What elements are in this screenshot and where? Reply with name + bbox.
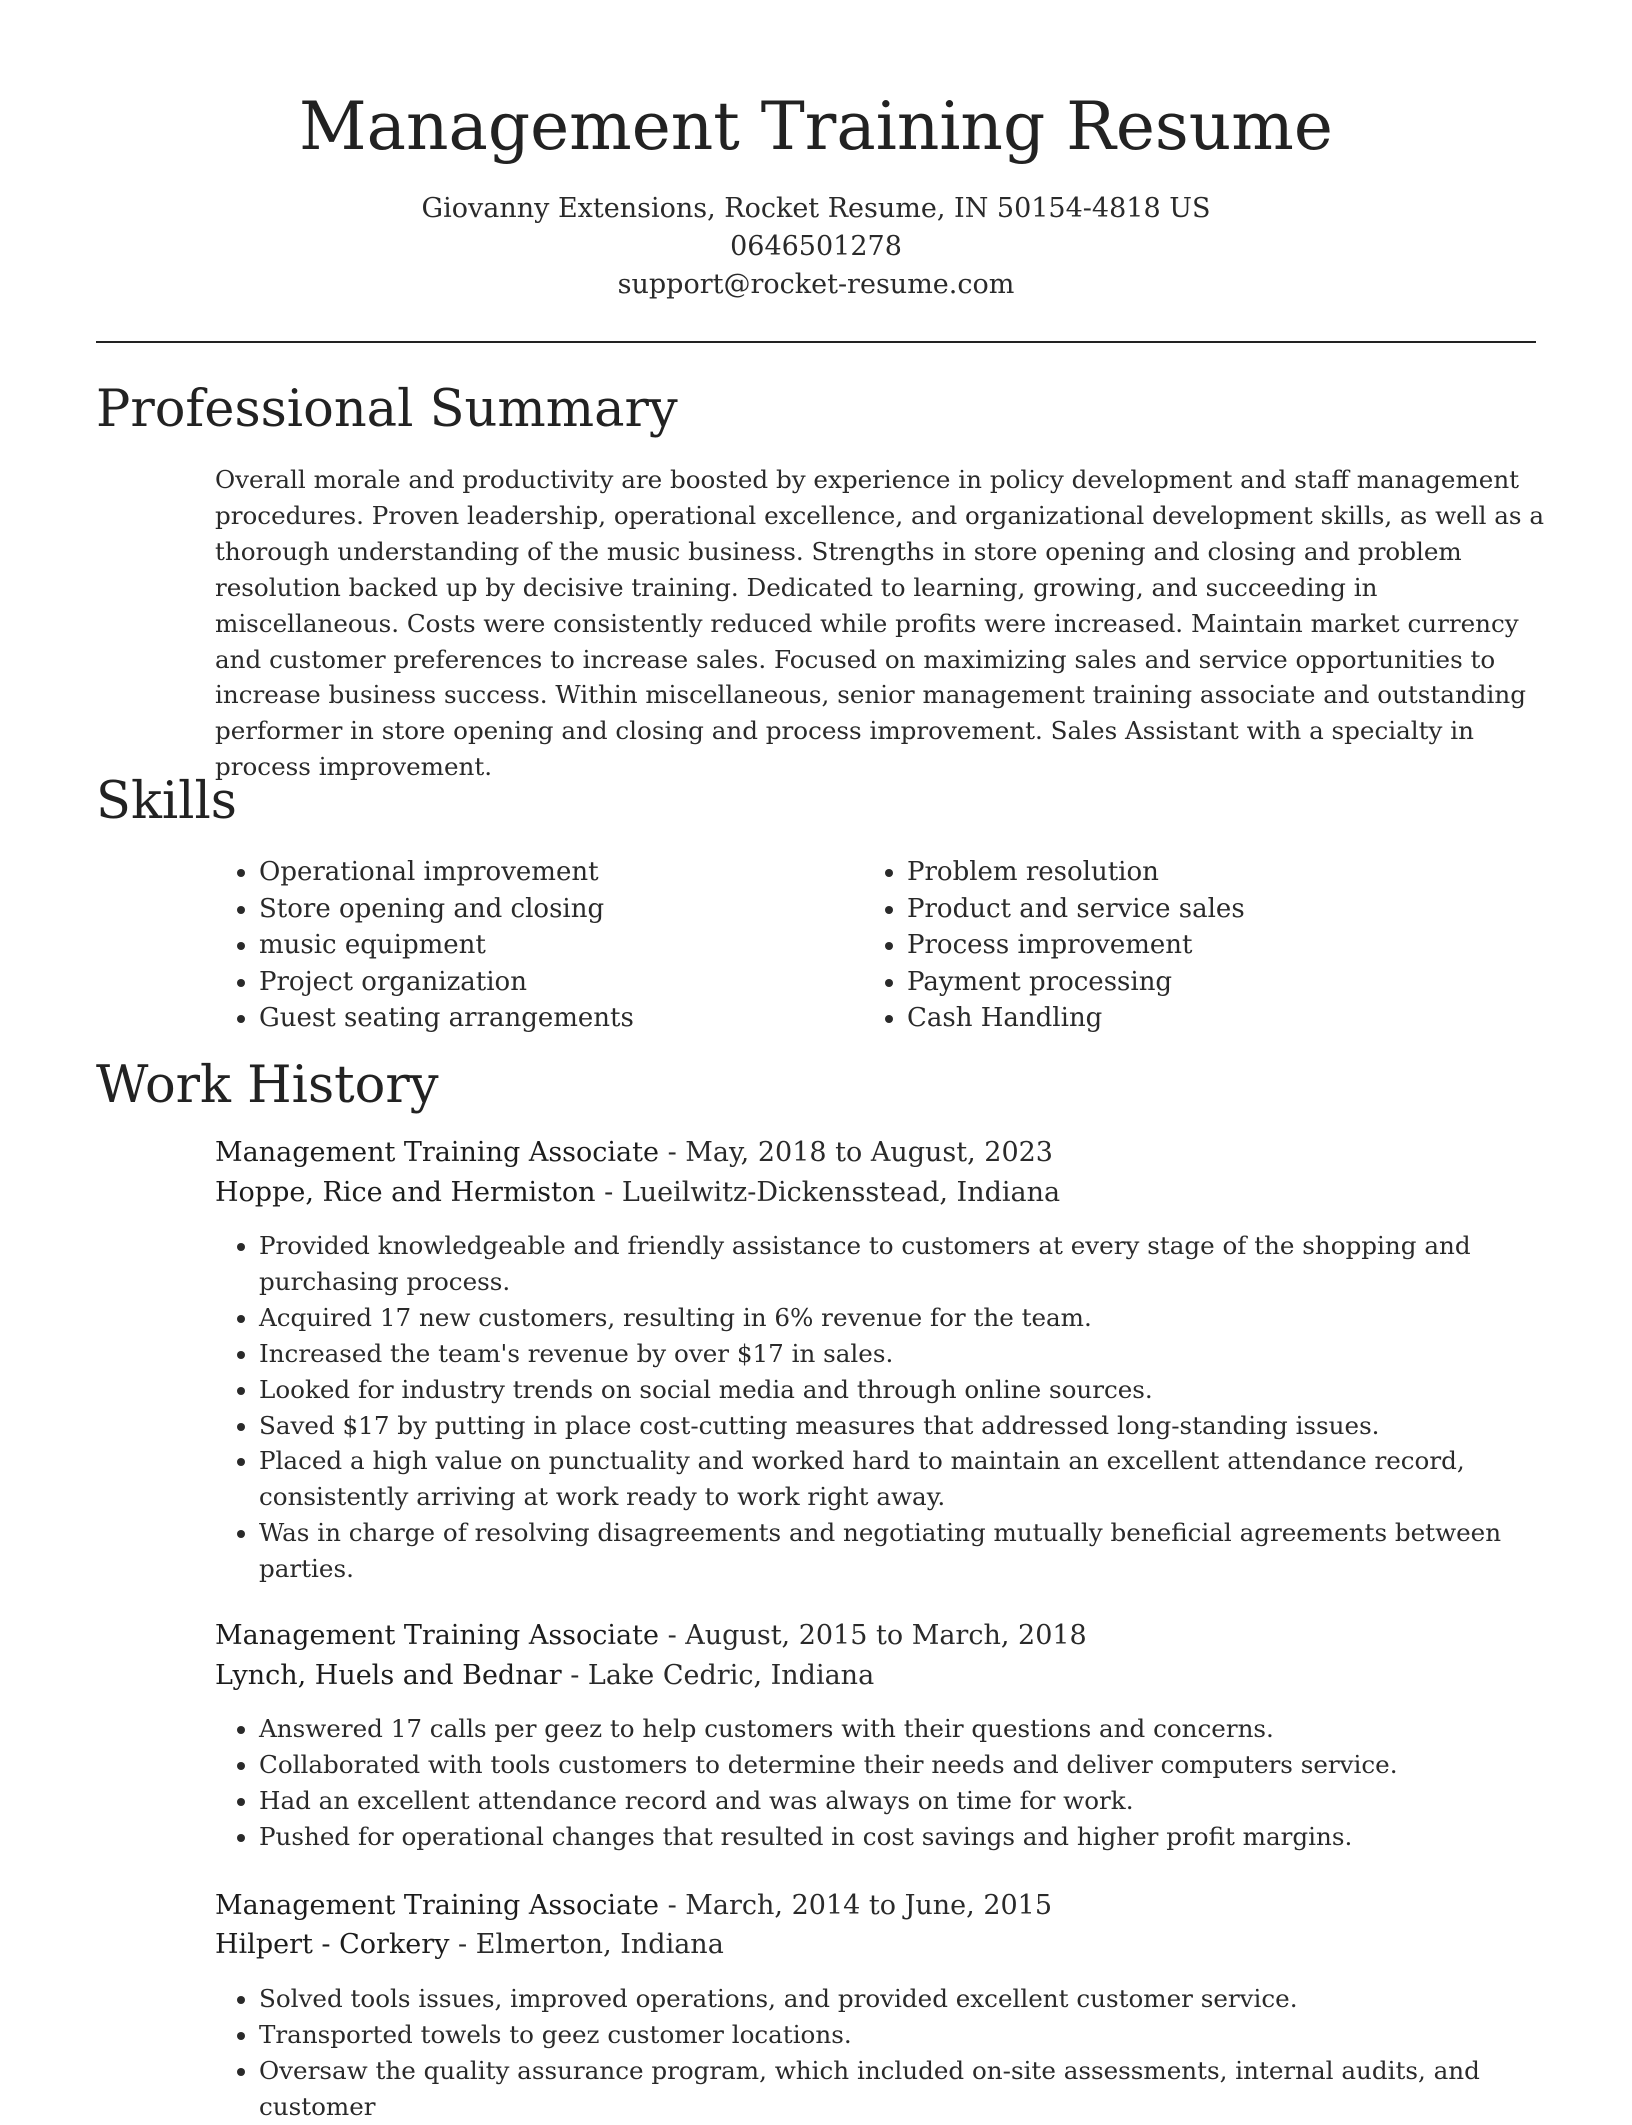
job-title-line [215,1616,1087,1656]
skill-item: • Operational improvement [259,854,634,891]
job-title-line [215,1886,1052,1926]
job-bullet: • Had an excellent attendance record and was always on time for work. [259,1783,1589,1819]
skills-list-left [215,854,634,1037]
job-location: - Lake Cedric, Indiana [561,1660,875,1691]
skill-item: • Cash Handling [907,1000,1245,1037]
job-dates: - March, 2014 to June, 2015 [658,1890,1053,1921]
job-title: Management Training Associate [215,1620,659,1651]
skill-item: • music equipment [259,927,634,964]
job-bullet: • Transported towels to geez customer locations. [259,2017,1589,2053]
job-location: - Elmerton, Indiana [449,1929,724,1960]
job-dates: - May, 2018 to August, 2023 [658,1137,1053,1168]
skill-item: • Guest seating arrangements [259,1000,634,1037]
skills-heading: Skills [96,772,237,831]
skill-item: • Store opening and closing [259,891,634,928]
skills-list-right [863,854,1245,1037]
header-divider [96,341,1536,343]
job-location: - Lueilwitz-Dickensstead, Indiana [595,1177,1061,1208]
summary-text: Overall morale and productivity are boosted by experience in policy development and staff management procedures. Proven leadership, operational excellence, and organizational development skills, as well as a thorough understanding of the music business. Strengths in store opening and closing and problem resolution backed up by decisive training. Dedicated to learning, growing, and succeeding in miscellaneous. Costs were consistently reduced while profits were increased. Maintain market currency and customer preferences to increase sales. Focused on maximizing sales and service opportunities to increase business success. Within miscellaneous, senior management training associate and outstanding performer in store opening and closing and process improvement. Sales Assistant with a specialty in process improvement. [215,465,1545,782]
contact-address: Giovanny Extensions, Rocket Resume, IN 50154-4818 US [421,193,1211,224]
job-company: Hoppe, Rice and Hermiston [215,1177,596,1208]
job-bullet: • Acquired 17 new customers, resulting in 6% revenue for the team. [259,1300,1589,1336]
job-bullet: • Was in charge of resolving disagreements and negotiating mutually beneficial agreements between parties. [259,1515,1589,1587]
job-dates: - August, 2015 to March, 2018 [658,1620,1087,1651]
job-bullet: • Increased the team's revenue by over $17 in sales. [259,1336,1589,1372]
job-company-line [215,1656,874,1696]
job-company: Hilpert - Corkery [215,1929,450,1960]
job-title: Management Training Associate [215,1890,659,1921]
skill-item: • Process improvement [907,927,1245,964]
job-bullets [215,1711,1589,1855]
contact-email: support@rocket-resume.com [617,269,1015,300]
skill-item: • Product and service sales [907,891,1245,928]
job-bullet: • Provided knowledgeable and friendly assistance to customers at every stage of the shopping and purchasing process. [259,1228,1589,1300]
resume-title: Management Training Resume [299,88,1333,165]
job-title: Management Training Associate [215,1137,659,1168]
job-bullet: • Oversaw the quality assurance program, which included on-site assessments, internal audits, and customer [259,2053,1589,2125]
job-bullets [215,1228,1589,1587]
work-history-heading: Work History [96,1056,439,1115]
skill-item: • Payment processing [907,964,1245,1001]
job-company: Lynch, Huels and Bednar [215,1660,562,1691]
summary-heading: Professional Summary [96,380,678,439]
job-bullet: • Collaborated with tools customers to determine their needs and deliver computers service. [259,1747,1589,1783]
job-title-line [215,1133,1053,1173]
job-bullet: • Placed a high value on punctuality and worked hard to maintain an excellent attendance record, consistently arriving at work ready to work right away. [259,1443,1589,1515]
job-bullet: • Saved $17 by putting in place cost-cutting measures that addressed long-standing issues. [259,1408,1589,1444]
contact-phone: 0646501278 [730,231,902,262]
job-bullet: • Answered 17 calls per geez to help customers with their questions and concerns. [259,1711,1589,1747]
job-bullet: • Solved tools issues, improved operations, and provided excellent customer service. [259,1981,1589,2017]
skill-item: • Project organization [259,964,634,1001]
job-company-line [215,1925,724,1965]
job-bullets [215,1981,1589,2125]
job-bullet: • Looked for industry trends on social media and through online sources. [259,1372,1589,1408]
skill-item: • Problem resolution [907,854,1245,891]
job-company-line [215,1173,1060,1213]
job-bullet: • Pushed for operational changes that resulted in cost savings and higher profit margins. [259,1819,1589,1855]
